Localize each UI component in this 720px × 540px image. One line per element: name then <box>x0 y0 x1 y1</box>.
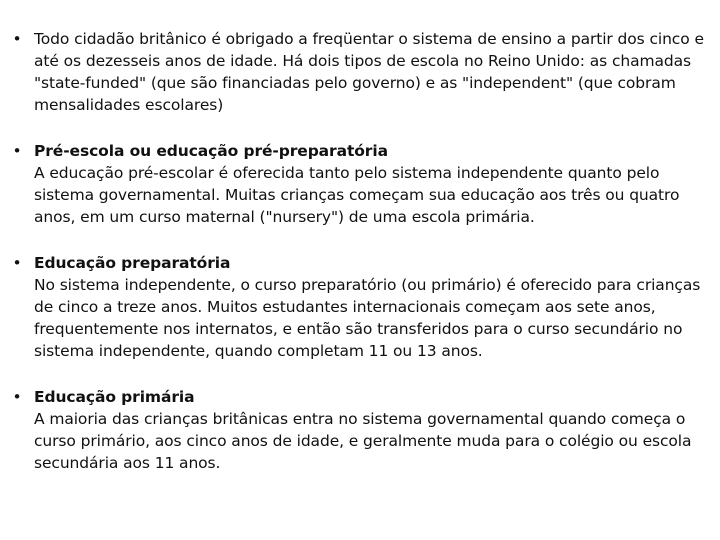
bullet-item-preparatory <box>10 252 710 362</box>
bullet-item-primary <box>10 386 710 474</box>
bullet-heading: Educação primária <box>34 388 195 406</box>
bullet-list <box>10 28 710 474</box>
bullet-item-mandatory-schooling <box>10 28 710 116</box>
bullet-text: A educação pré-escolar é oferecida tanto pelo sistema independente quanto pelo sistema governamental. Muitas crianças começam sua educação aos três ou quatro anos, em um curso maternal ("nursery") de uma escola primária. <box>34 164 680 226</box>
bullet-text: No sistema independente, o curso preparatório (ou primário) é oferecido para crianças de cinco a treze anos. Muitos estudantes internacionais começam aos sete anos, frequentemente nos internatos, e então são transferidos para o curso secundário no sistema independente, quando completam 11 ou 13 anos. <box>34 276 701 360</box>
bullet-heading: Pré-escola ou educação pré-preparatória <box>34 142 388 160</box>
bullet-icon: • <box>12 254 22 272</box>
bullet-heading: Educação preparatória <box>34 254 231 272</box>
bullet-icon: • <box>12 30 22 48</box>
bullet-icon: • <box>12 388 22 406</box>
bullet-icon: • <box>12 142 22 160</box>
bullet-text: A maioria das crianças britânicas entra no sistema governamental quando começa o curso primário, aos cinco anos de idade, e geralmente muda para o colégio ou escola secundária aos 11 anos. <box>34 410 692 472</box>
bullet-item-preschool <box>10 140 710 228</box>
bullet-text: Todo cidadão britânico é obrigado a freqüentar o sistema de ensino a partir dos cinco e até os dezesseis anos de idade. Há dois tipos de escola no Reino Unido: as chamadas "state-funded" (que são financiadas pelo governo) e as "independent" (que cobram mensalidades escolares) <box>34 30 704 114</box>
